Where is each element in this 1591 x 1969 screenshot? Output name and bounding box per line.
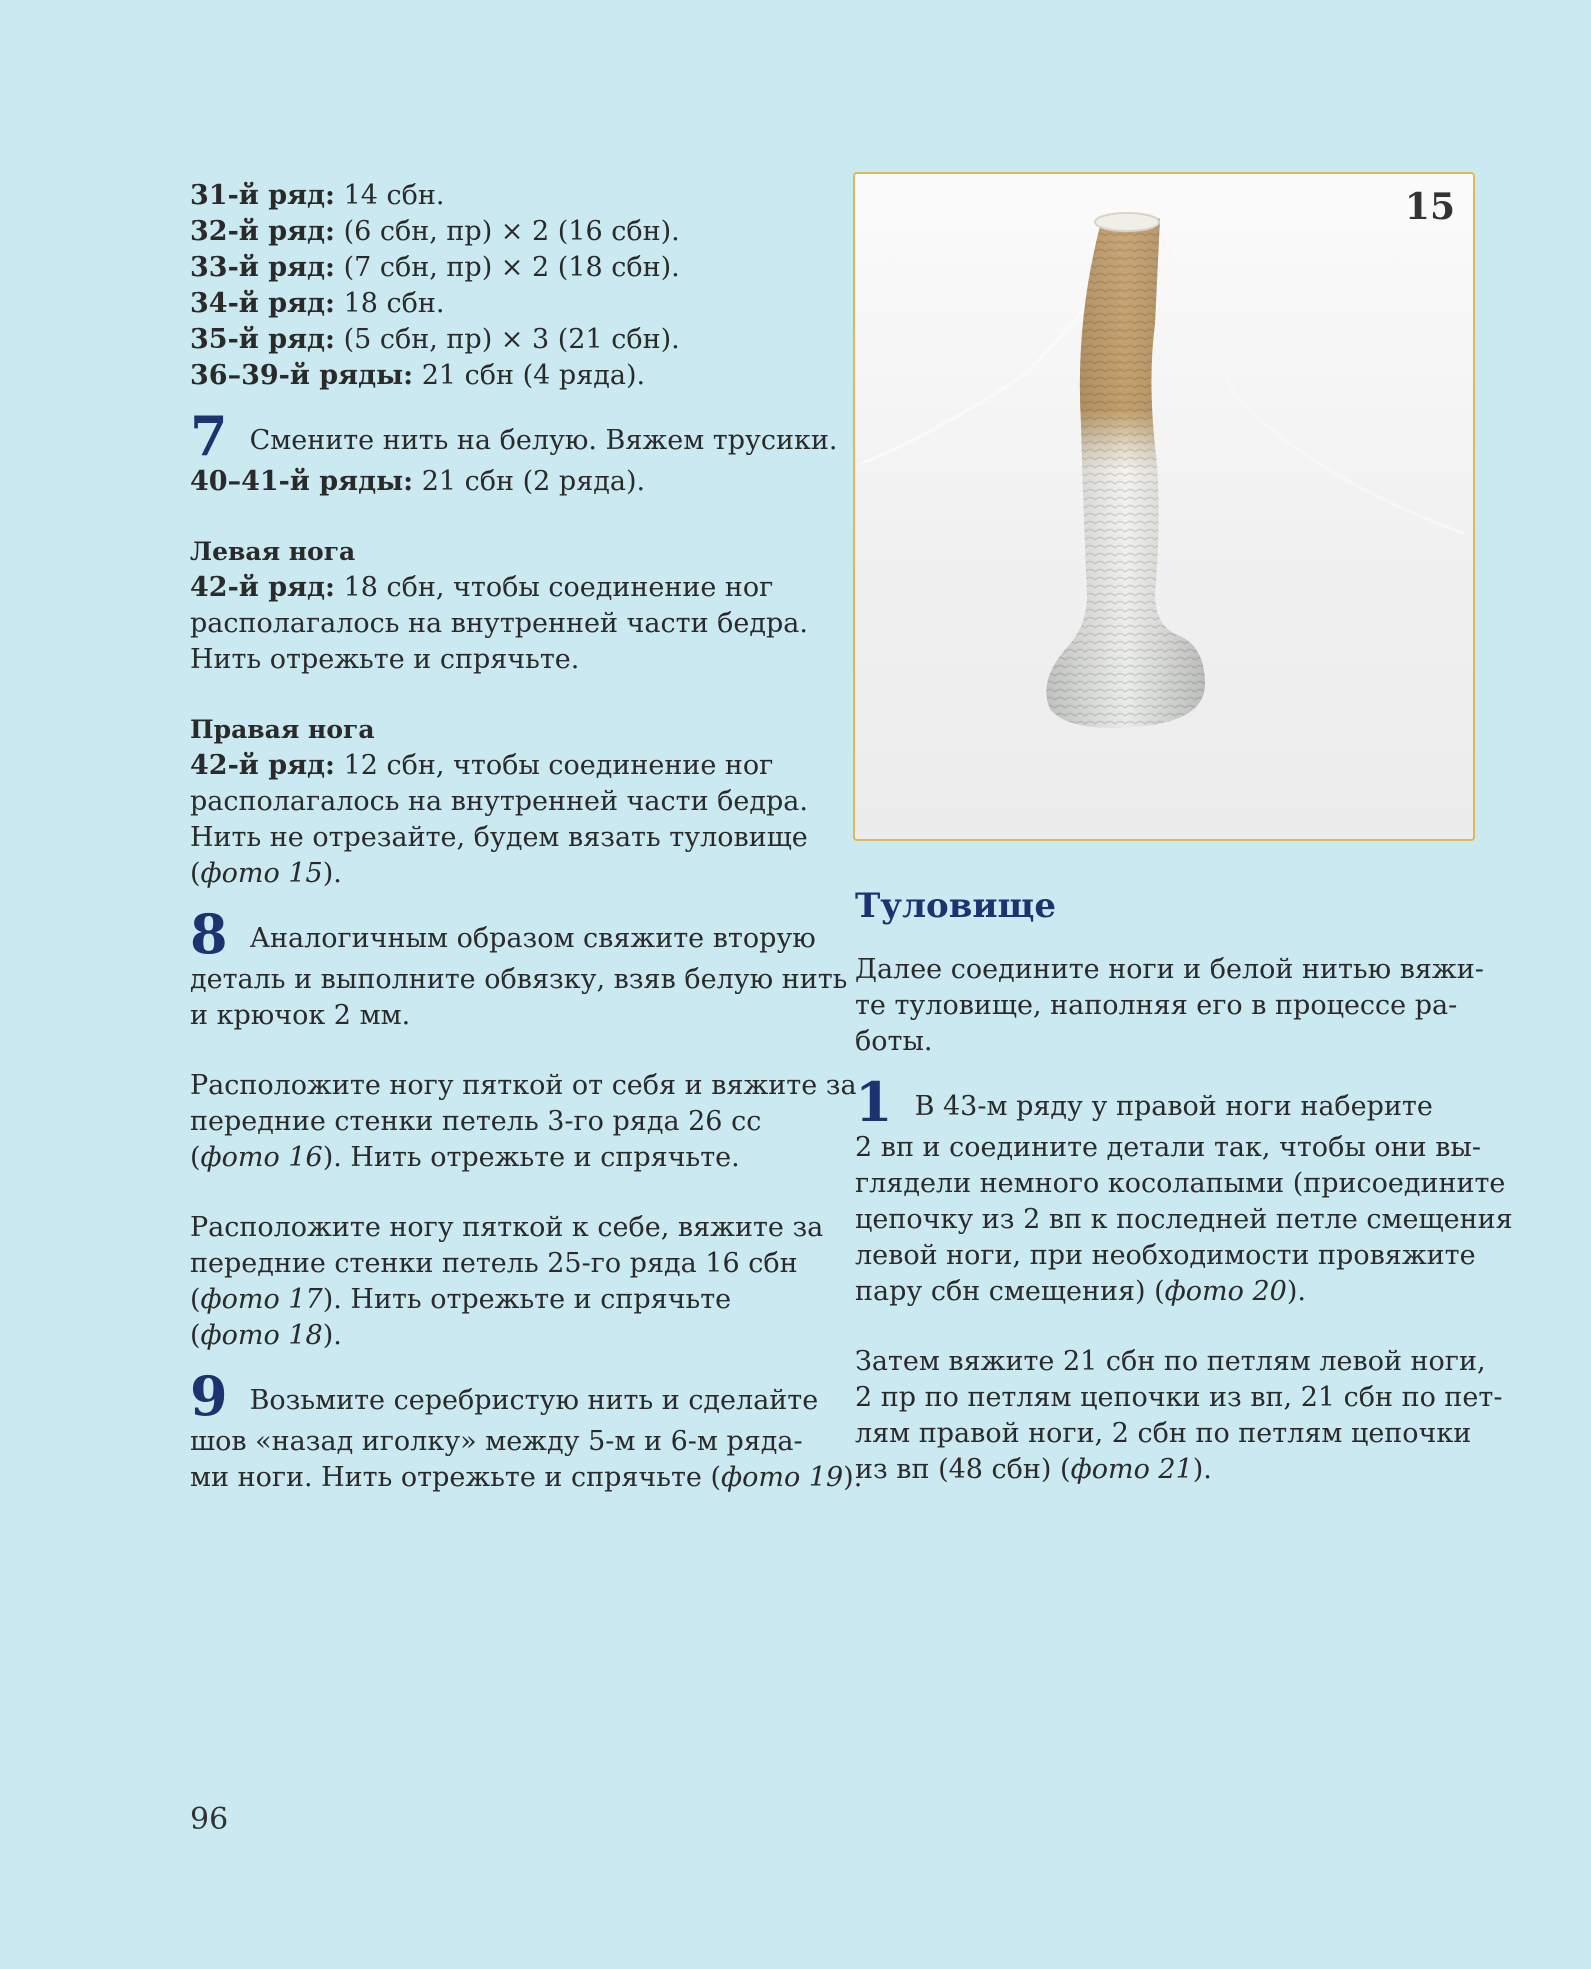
step-number: 7 [190,404,228,468]
photo-ref: пару сбн смещения) (фото 20). [855,1276,1306,1307]
step-number: 8 [190,902,228,966]
text-line: цепочку из 2 вп к последней петле смещения [855,1204,1513,1235]
text-line: Нить не отрезайте, будем вязать туловище [190,822,808,853]
row-35: 35-й ряд: (5 сбн, пр) × 3 (21 сбн). [190,324,680,355]
text-line: Расположите ногу пяткой к себе, вяжите за [190,1212,824,1243]
step-9: 9 Возьмите серебристую нить и сделайте [190,1364,819,1428]
photo-ref: ми ноги. Нить отрежьте и спрячьте (фото 19). [190,1462,863,1493]
text-line: левой ноги, при необходимости провяжите [855,1240,1476,1271]
row-34: 34-й ряд: 18 сбн. [190,288,445,319]
row-40-41: 40–41-й ряды: 21 сбн (2 ряда). [190,466,646,497]
left-leg-row-42: 42-й ряд: 18 сбн, чтобы соединение ног [190,572,774,603]
text-line: Нить отрежьте и спрячьте. [190,644,580,675]
text-line: глядели немного косолапыми (присоедините [855,1168,1506,1199]
step-number: 1 [855,1070,893,1134]
right-leg-heading: Правая нога [190,715,375,744]
text-line: Расположите ногу пяткой от себя и вяжите за [190,1070,857,1101]
text-line: те туловище, наполняя его в процессе ра- [855,990,1458,1021]
crochet-leg-illustration [855,174,1473,839]
right-column [855,884,1513,1488]
text-line: Далее соедините ноги и белой нитью вяжи- [855,954,1484,985]
photo-ref: (фото 15). [190,858,342,889]
row-36-39: 36–39-й ряды: 21 сбн (4 ряда). [190,360,646,391]
text-line: 2 пр по петлям цепочки из вп, 21 сбн по пет- [855,1382,1503,1413]
row-31: 31-й ряд: 14 сбн. [190,180,445,211]
text-line: шов «назад иголку» между 5-м и 6-м ряда- [190,1426,803,1457]
left-column [190,178,863,1496]
photo-15 [853,172,1475,841]
text-line: деталь и выполните обвязку, взяв белую нить [190,964,848,995]
step-number: 9 [190,1364,228,1428]
text-line: и крючок 2 мм. [190,1000,411,1031]
text-line: располагалось на внутренней части бедра. [190,786,808,817]
text-line: передние стенки петель 3-го ряда 26 сс [190,1106,762,1137]
step-1: 1 В 43-м ряду у правой ноги наберите [855,1070,1433,1134]
row-33: 33-й ряд: (7 сбн, пр) × 2 (18 сбн). [190,252,680,283]
step-8: 8 Аналогичным образом свяжите вторую [190,902,816,966]
right-leg-row-42: 42-й ряд: 12 сбн, чтобы соединение ног [190,750,774,781]
text-line: располагалось на внутренней части бедра. [190,608,808,639]
text-line: передние стенки петель 25-го ряда 16 сбн [190,1248,798,1279]
photo-ref: из вп (48 сбн) (фото 21). [855,1454,1212,1485]
left-leg-heading: Левая нога [190,537,356,566]
photo-number: 15 [1404,186,1455,228]
text-line: Затем вяжите 21 сбн по петлям левой ноги, [855,1346,1486,1377]
page-number: 96 [190,1802,229,1837]
text-line: боты. [855,1026,933,1057]
step-7: 7 Смените нить на белую. Вяжем трусики. [190,404,838,468]
section-heading-torso: Туловище [855,886,1056,926]
text-line: лям правой ноги, 2 сбн по петлям цепочки [855,1418,1472,1449]
text-line: 2 вп и соедините детали так, чтобы они вы- [855,1132,1482,1163]
photo-ref: (фото 16). Нить отрежьте и спрячьте. [190,1142,740,1173]
row-32: 32-й ряд: (6 сбн, пр) × 2 (16 сбн). [190,216,680,247]
photo-ref: (фото 17). Нить отрежьте и спрячьте [190,1284,732,1315]
photo-ref: (фото 18). [190,1320,342,1351]
